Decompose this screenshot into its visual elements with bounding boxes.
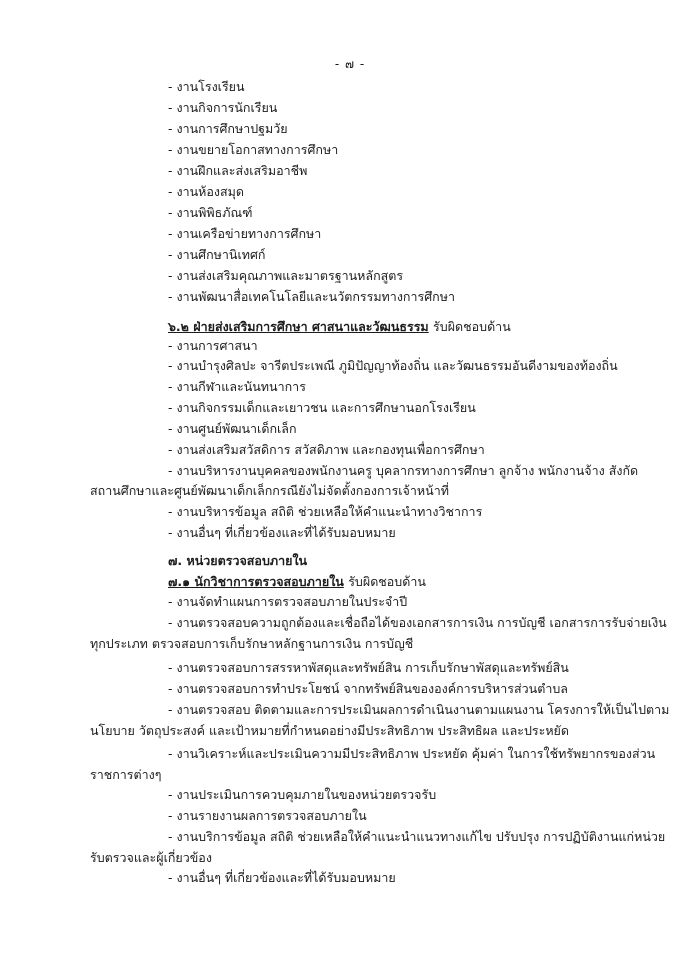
list-item: - งานห้องสมุด — [168, 184, 244, 199]
list-item-continuation: นโยบาย วัตถุประสงค์ และเป้าหมายที่กำหนดอย่างมีประสิทธิภาพ ประสิทธิผล และประหยัด — [90, 723, 569, 738]
list-item: - งานพิพิธภัณฑ์ — [168, 205, 253, 220]
list-item: - งานการศาสนา — [168, 338, 258, 353]
page-number: - ๗ - — [334, 57, 366, 71]
section-heading-7: ๗. หน่วยตรวจสอบภายใน — [168, 553, 308, 568]
list-item: - งานรายงานผลการตรวจสอบภายใน — [168, 808, 367, 823]
list-item-continuation: รับตรวจและผู้เกี่ยวข้อง — [90, 850, 212, 865]
list-item: - งานศูนย์พัฒนาเด็กเล็ก — [168, 421, 297, 436]
list-item: - งานกีฬาและนันทนาการ — [168, 379, 306, 394]
list-item: - งานโรงเรียน — [168, 79, 245, 94]
subsection-title: ๗.๑ นักวิชาการตรวจสอบภายใน — [168, 574, 344, 589]
list-item: - งานอื่นๆ ที่เกี่ยวข้องและที่ได้รับมอบหมาย — [168, 870, 396, 885]
list-item: - งานเครือข่ายทางการศึกษา — [168, 226, 322, 241]
list-item: - งานส่งเสริมสวัสดิการ สวัสดิภาพ และกองทุนเพื่อการศึกษา — [168, 442, 485, 457]
list-item-continuation: สถานศึกษาและศูนย์พัฒนาเด็กเล็กกรณียังไม่จัดตั้งกองการเจ้าหน้าที่ — [90, 483, 449, 498]
list-item: - งานตรวจสอบ ติดตามและการประเมินผลการดำเนินงานตามแผนงาน โครงการให้เป็นไปตาม — [168, 702, 670, 717]
list-item: - งานฝึกและส่งเสริมอาชีพ — [168, 163, 308, 178]
list-item: - งานอื่นๆ ที่เกี่ยวข้องและที่ได้รับมอบหมาย — [168, 525, 396, 540]
list-item: - งานบริการข้อมูล สถิติ ช่วยเหลือให้คำแนะนำแนวทางแก้ไข ปรับปรุง การปฏิบัติงานแก่หน่วย — [168, 829, 666, 844]
list-item: - งานการศึกษาปฐมวัย — [168, 121, 288, 136]
list-item-continuation: ทุกประเภท ตรวจสอบการเก็บรักษาหลักฐานการเงิน การบัญชี — [90, 636, 414, 651]
list-item: - งานประเมินการควบคุมภายในของหน่วยตรวจรับ — [168, 787, 437, 802]
list-item: - งานตรวจสอบการทำประโยชน์ จากทรัพย์สินขององค์การบริหารส่วนตำบล — [168, 681, 568, 696]
list-item: - งานวิเคราะห์และประเมินความมีประสิทธิภาพ ประหยัด คุ้มค่า ในการใช้ทรัพยากรของส่วน — [168, 746, 656, 761]
list-item: - งานขยายโอกาสทางการศึกษา — [168, 142, 339, 157]
section-title: ๖.๒ ฝ่ายส่งเสริมการศึกษา ศาสนาและวัฒนธรรม — [168, 319, 429, 334]
list-item: - งานส่งเสริมคุณภาพและมาตรฐานหลักสูตร — [168, 268, 404, 283]
list-item: - งานกิจการนักเรียน — [168, 100, 278, 115]
list-item: - งานกิจกรรมเด็กและเยาวชน และการศึกษานอกโรงเรียน — [168, 400, 476, 415]
section-suffix: รับผิดชอบด้าน — [433, 319, 511, 334]
list-item: - งานพัฒนาสื่อเทคโนโลยีและนวัตกรรมทางการศึกษา — [168, 289, 455, 304]
list-item: - งานบริหารงานบุคคลของพนักงานครู บุคลากรทางการศึกษา ลูกจ้าง พนักงานจ้าง สังกัด — [168, 463, 639, 478]
list-item: - งานบำรุงศิลปะ จารีตประเพณี ภูมิปัญญาท้องถิ่น และวัฒนธรรมอันดีงามของท้องถิ่น — [168, 358, 618, 373]
subsection-suffix: รับผิดชอบด้าน — [348, 574, 426, 589]
list-item-continuation: ราชการต่างๆ — [90, 767, 162, 782]
list-item: - งานตรวจสอบความถูกต้องและเชื่อถือได้ของเอกสารการเงิน การบัญชี เอกสารการรับจ่ายเงิน — [168, 615, 667, 630]
list-item: - งานบริหารข้อมูล สถิติ ช่วยเหลือให้คำแนะนำทางวิชาการ — [168, 504, 483, 519]
list-item: - งานศึกษานิเทศก์ — [168, 247, 266, 262]
list-item: - งานจัดทำแผนการตรวจสอบภายในประจำปี — [168, 594, 408, 609]
subsection-heading-7-1 — [168, 573, 426, 591]
list-item: - งานตรวจสอบการสรรหาพัสดุและทรัพย์สิน การเก็บรักษาพัสดุและทรัพย์สิน — [168, 660, 569, 675]
section-heading-6-2 — [168, 318, 511, 336]
